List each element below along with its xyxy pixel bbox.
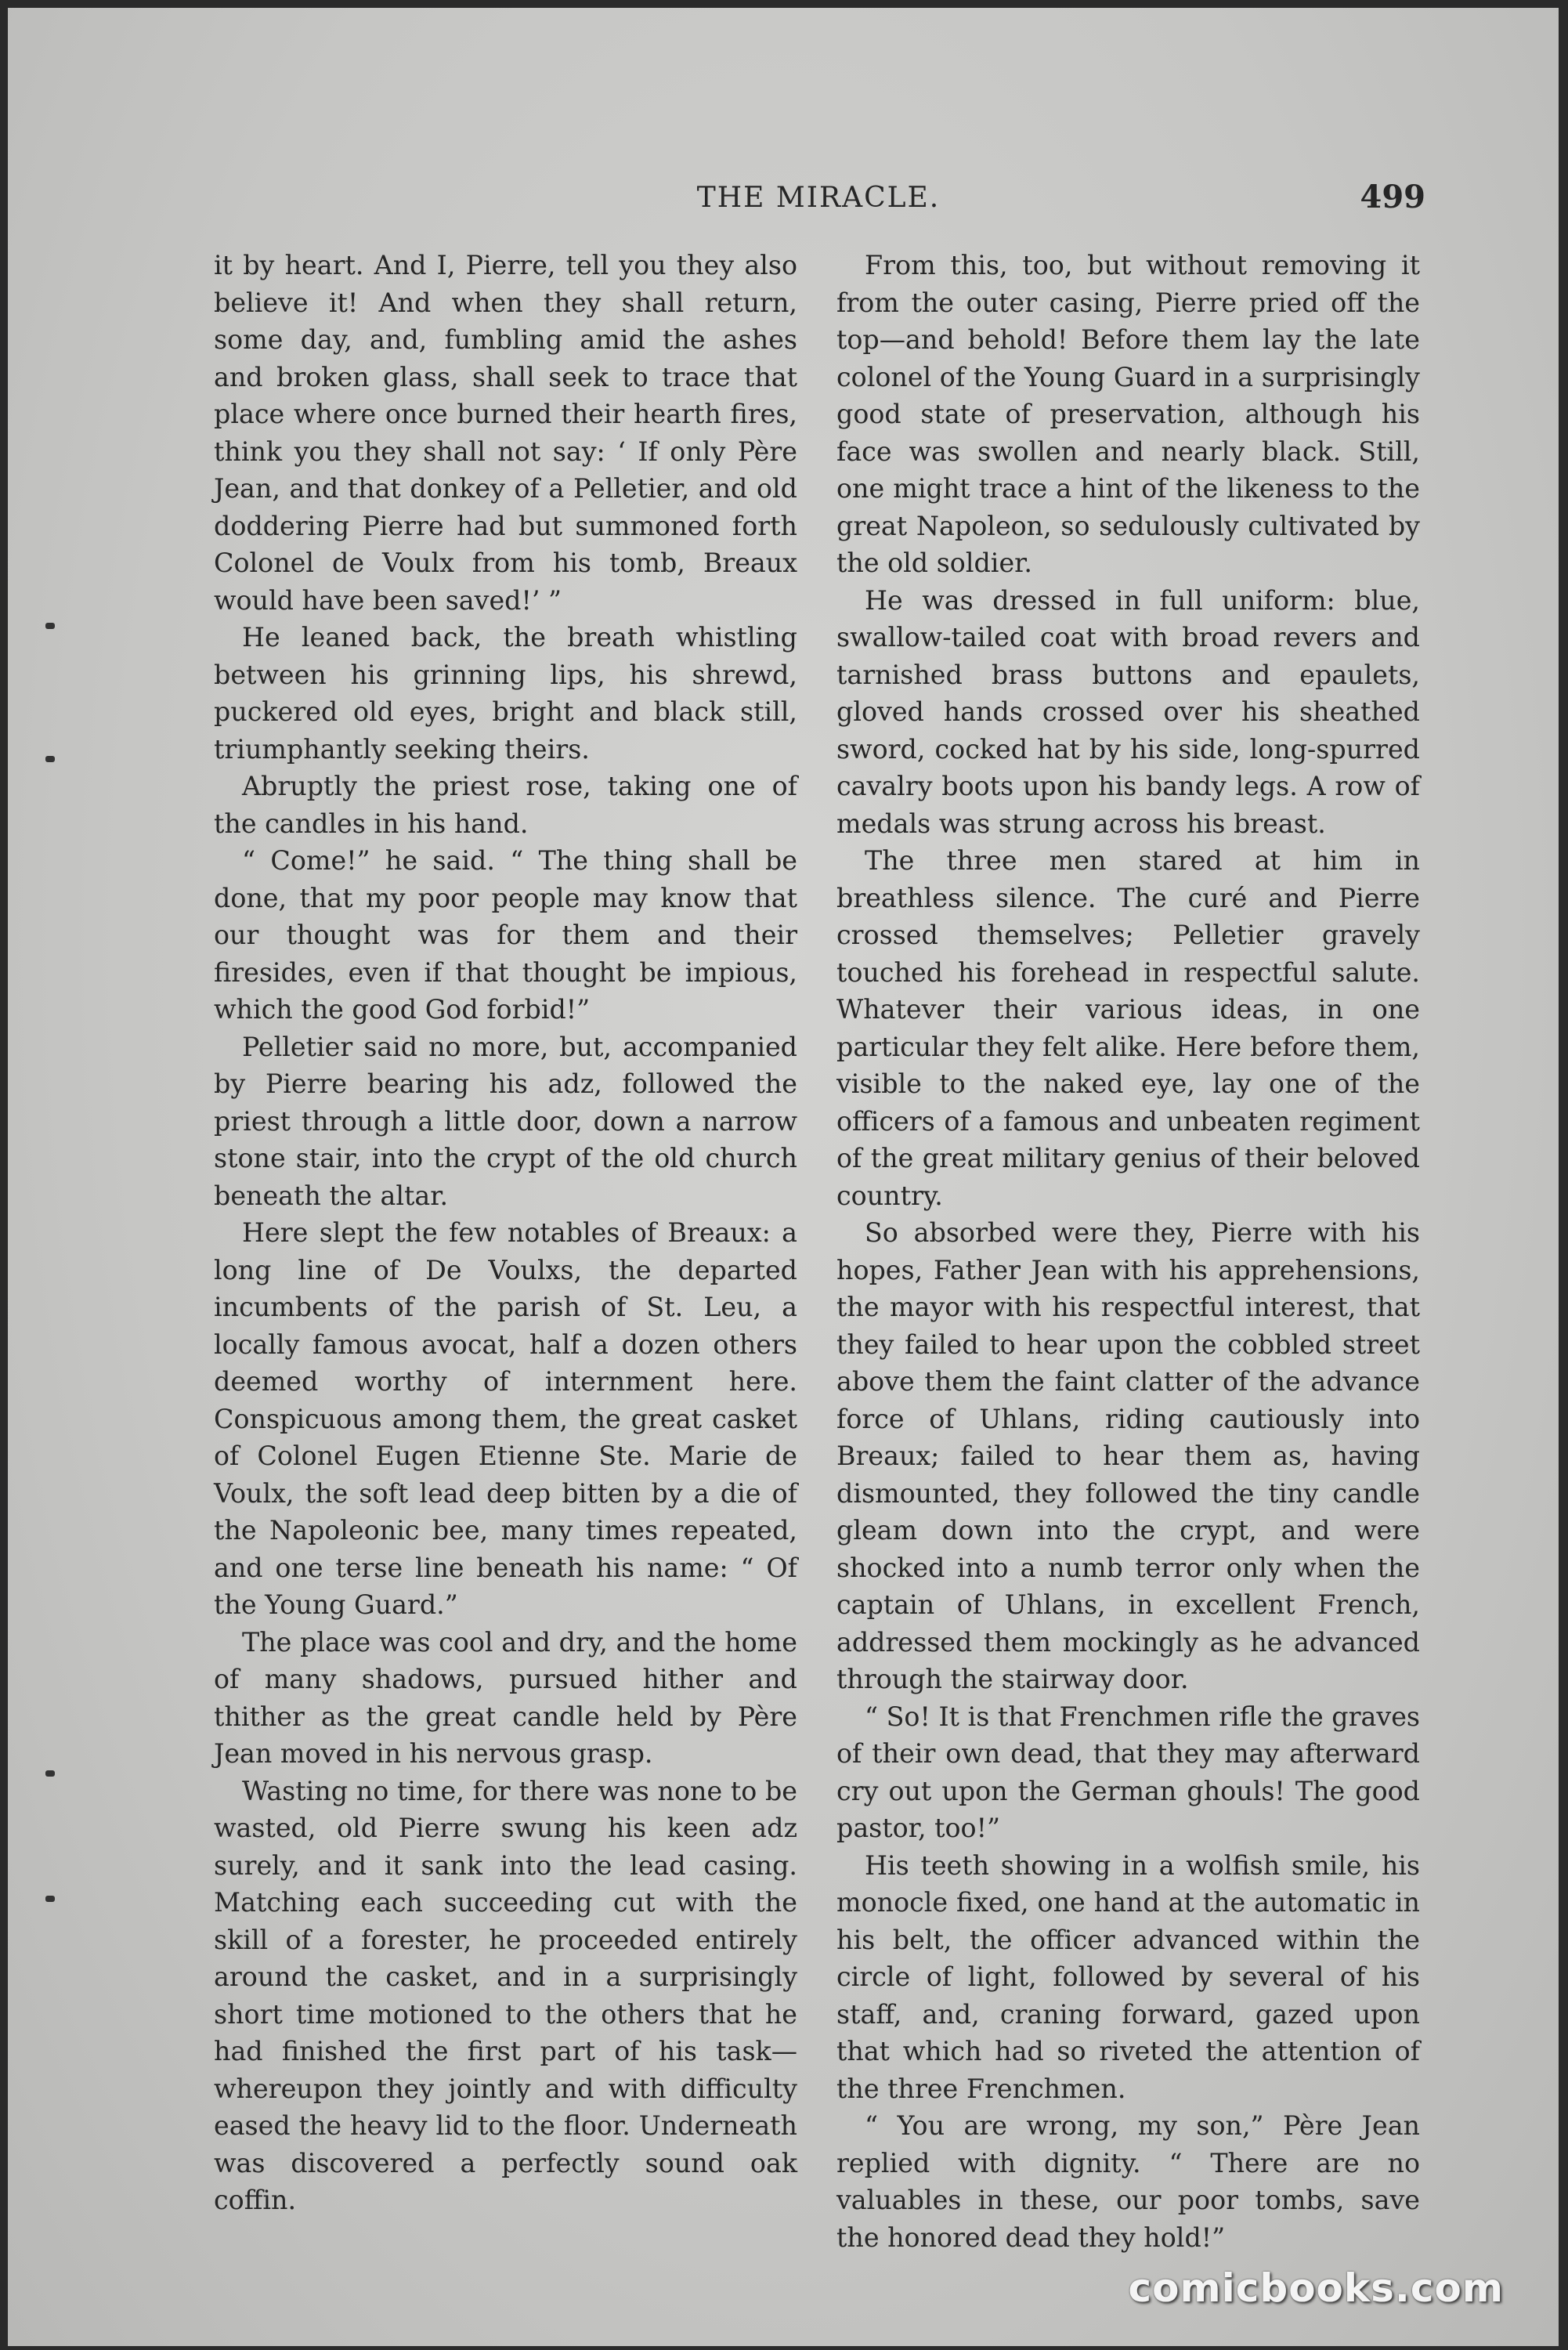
paragraph: “ Come!” he said. “ The thing shall be done, that my poor people may know that our thought was for them and their firesides, even if that thought be impious, which the good God forbid!” [214, 845, 797, 1025]
paragraph: The place was cool and dry, and the home of many shadows, pursued hither and thither as the great candle held by Père Jean moved in his nervous grasp. [214, 1626, 797, 1769]
magazine-page [8, 8, 1559, 2346]
paragraph: Wasting no time, for there was none to be wasted, old Pierre swung his keen adz surely, and it sank into the lead casing. Matching each succeeding cut with the skill of a forester, he proceeded entirely around the casket, and in a surprisingly short time motioned to the others that he had finished the first part of his task—whereupon they jointly and with difficulty eased the heavy lid to the floor. Underneath was discovered a perfectly sound oak coffin. [214, 1775, 797, 2215]
paragraph: His teeth showing in a wolfish smile, his monocle fixed, one hand at the automatic in his belt, the officer advanced within the circle of light, followed by several of his staff, and, craning forward, gazed upon that which had so riveted the attention of the three Frenchmen. [836, 1849, 1420, 2104]
paragraph: Here slept the few notables of Breaux: a long line of De Voulxs, the departed incumbents of the parish of St. Leu, a locally famous avocat, half a dozen others deemed worthy of internment here. Conspicuous among them, the great casket of Colonel Eugen Etienne Ste. Marie de Voulx, the soft lead deep bitten by a die of the Napoleonic bee, many times repeated, and one terse line beneath his name: “ Of the Young Guard.” [214, 1217, 797, 1620]
paragraph: “ You are wrong, my son,” Père Jean replied with dignity. “ There are no valuables in these, our poor tombs, save the honored dead they hold!” [836, 2110, 1420, 2253]
paragraph: “ So! It is that Frenchmen rifle the graves of their own dead, that they may afterward cry out upon the German ghouls! The good pastor, too!” [836, 1701, 1420, 1843]
binding-hole [45, 756, 55, 762]
paragraph: The three men stared at him in breathless silence. The curé and Pierre crossed themselves; Pelletier gravely touched his forehead in respectful salute. Whatever their various ideas, in one particular they felt alike. Here before them, visible to the naked eye, lay one of the officers of a famous and unbeaten regiment of the great military genius of their beloved country. [836, 845, 1420, 1211]
binding-hole [45, 1896, 55, 1902]
left-column [214, 247, 797, 2219]
watermark-logo: comicbooks.com [1128, 2265, 1504, 2311]
paragraph: He was dressed in full uniform: blue, swallow-tailed coat with broad revers and tarnished brass buttons and epaulets, gloved hands crossed over his sheathed sword, cocked hat by his side, long-spurred cavalry boots upon his bandy legs. A row of medals was strung across his breast. [836, 584, 1420, 839]
page-number: 499 [1360, 179, 1425, 215]
running-title: THE MIRACLE. [696, 182, 941, 214]
paragraph: it by heart. And I, Pierre, tell you they also believe it! And when they shall return, some day, and, fumbling amid the ashes and broken glass, shall seek to trace that place where once burned their hearth fires, think you they shall not say: ‘ If only Père Jean, and that donkey of a Pelletier, and old doddering Pierre had but summoned forth Colonel de Voulx from his tomb, Breaux would have been saved!’ ” [214, 250, 797, 616]
binding-hole [45, 1770, 55, 1777]
paragraph: Pelletier said no more, but, accompanied by Pierre bearing his adz, followed the priest through a little door, down a narrow stone stair, into the crypt of the old church beneath the altar. [214, 1031, 797, 1211]
page-header [204, 179, 1433, 229]
paragraph: So absorbed were they, Pierre with his hopes, Father Jean with his apprehensions, the mayor with his respectful interest, that they failed to hear upon the cobbled street above them the faint clatter of the advance force of Uhlans, riding cautiously into Breaux; failed to hear them as, having dismounted, they followed the tiny candle gleam down into the crypt, and were shocked into a numb terror only when the captain of Uhlans, in excellent French, addressed them mockingly as he advanced through the stairway door. [836, 1217, 1420, 1694]
paragraph: He leaned back, the breath whistling between his grinning lips, his shrewd, puckered old eyes, bright and black still, triumphantly seeking theirs. [214, 622, 797, 765]
binding-hole [45, 623, 55, 629]
right-column [836, 247, 1420, 2256]
paragraph: Abruptly the priest rose, taking one of the candles in his hand. [214, 771, 797, 839]
paragraph: From this, too, but without removing it from the outer casing, Pierre pried off the top—and behold! Before them lay the late colonel of the Young Guard in a surprisingly good state of preservation, although his face was swollen and nearly black. Still, one might trace a hint of the likeness to the great Napoleon, so sedulously cultivated by the old soldier. [836, 250, 1420, 578]
